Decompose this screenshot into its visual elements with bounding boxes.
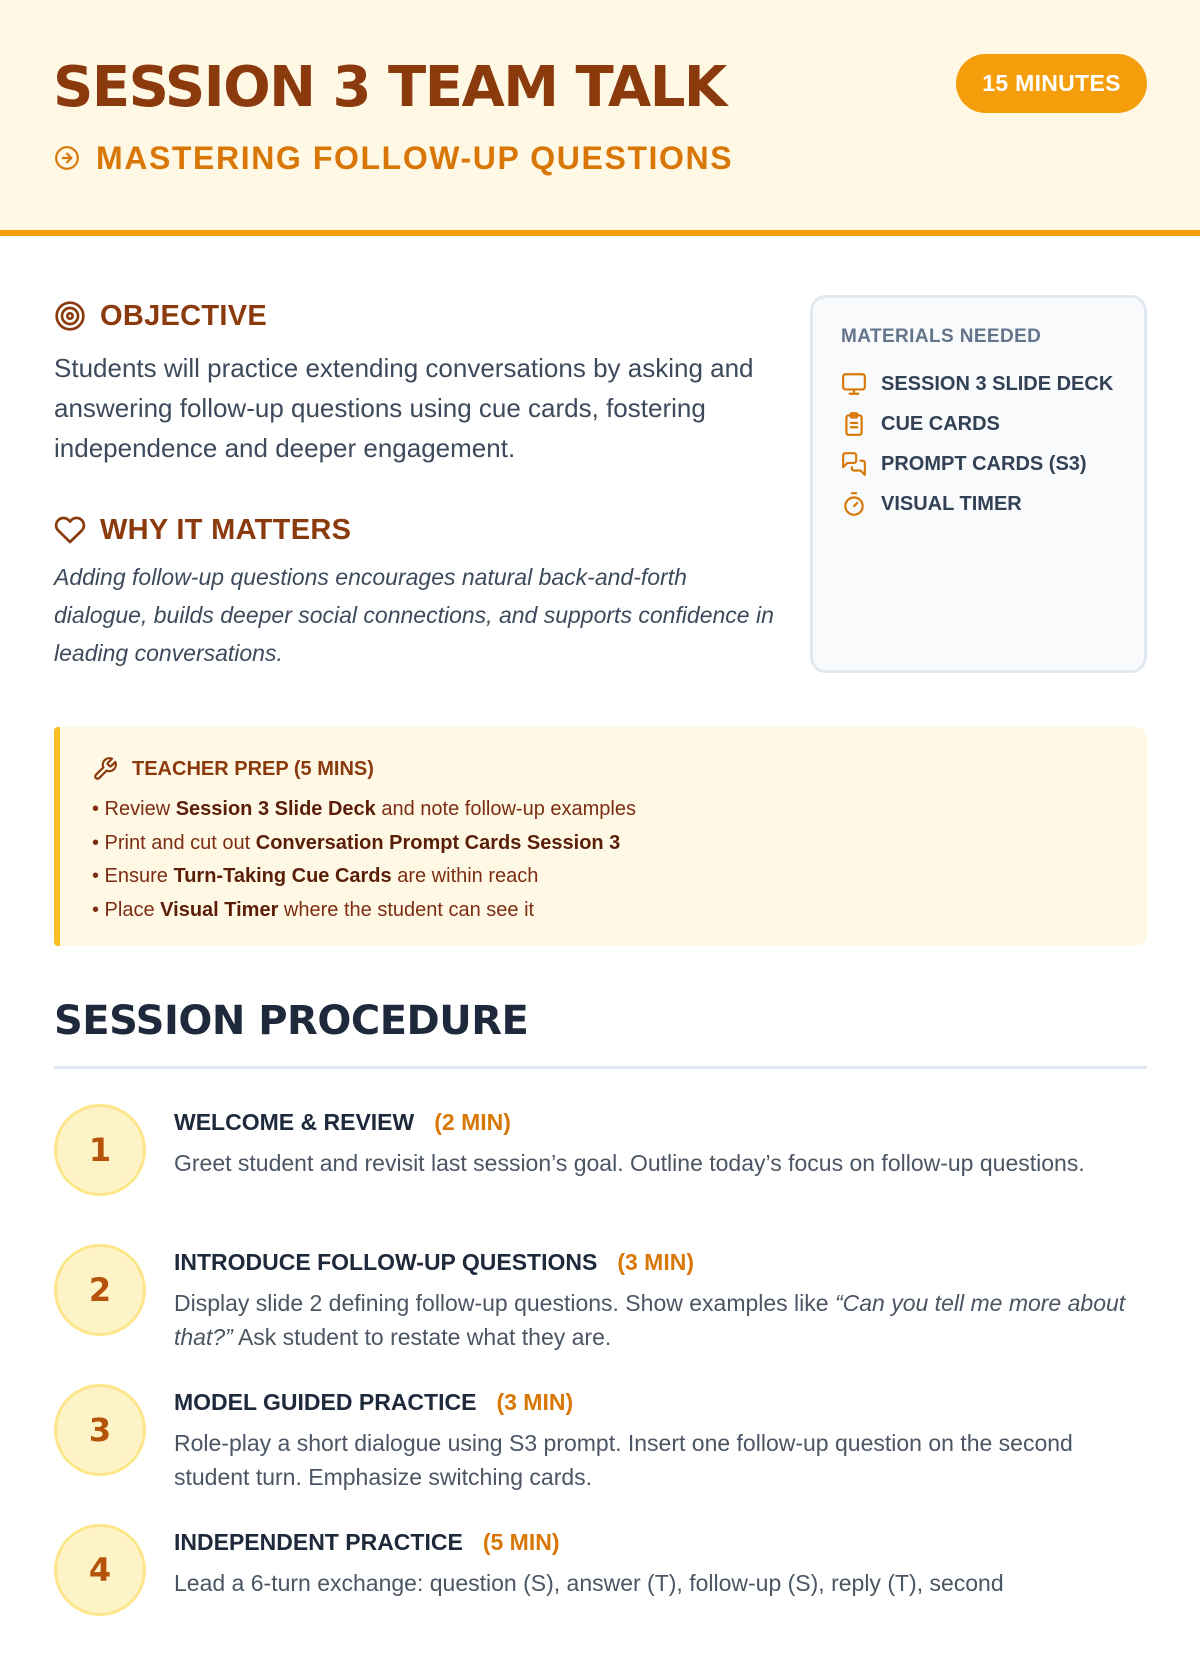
materials-item-label: VISUAL TIMER — [881, 492, 1022, 515]
step-number: 1 — [54, 1104, 146, 1196]
teacher-prep-box — [54, 727, 1147, 946]
heart-icon — [54, 514, 86, 546]
materials-item — [841, 444, 1113, 484]
step-title: WELCOME & REVIEW — [174, 1108, 415, 1135]
procedure-divider — [54, 1066, 1147, 1069]
step-duration: (3 MIN) — [496, 1388, 574, 1415]
procedure-step — [54, 1244, 1147, 1374]
materials-card — [810, 295, 1147, 673]
procedure-heading: SESSION PROCEDURE — [54, 998, 529, 1044]
target-icon — [54, 300, 86, 332]
prep-item: • Ensure Turn-Taking Cue Cards are within reach — [92, 865, 539, 887]
step-duration: (2 MIN) — [434, 1108, 511, 1135]
materials-item — [841, 404, 1113, 444]
step-description: Display slide 2 defining follow-up questions. Show examples like “Can you tell me more about that?” Ask student to restate what they are. — [174, 1290, 1126, 1350]
step-number: 2 — [54, 1244, 146, 1336]
step-heading-row — [174, 1104, 511, 1140]
step-heading-row — [174, 1524, 559, 1560]
subtitle-row — [54, 138, 733, 178]
objective-heading: OBJECTIVE — [100, 299, 268, 332]
monitor-icon — [841, 371, 867, 397]
materials-heading: MATERIALS NEEDED — [841, 326, 1042, 347]
step-duration: (3 MIN) — [617, 1248, 695, 1275]
prep-item-bold: Visual Timer — [160, 898, 279, 921]
materials-item-label: PROMPT CARDS (S3) — [881, 452, 1087, 475]
materials-item — [841, 484, 1113, 524]
materials-item-label: CUE CARDS — [881, 412, 1000, 435]
wrench-icon — [92, 756, 118, 782]
page-subtitle: MASTERING FOLLOW-UP QUESTIONS — [96, 139, 734, 176]
prep-item-bold: Session 3 Slide Deck — [175, 798, 376, 820]
why-text: Adding follow-up questions encourages natural back-and-forth dialogue, builds deeper social connections, and supports confidence in leading conversations. — [54, 564, 774, 666]
step-title: MODEL GUIDED PRACTICE — [174, 1388, 477, 1415]
step-description: Role-play a short dialogue using S3 prompt. Insert one follow-up question on the second student turn. Emphasize switching cards. — [174, 1430, 1073, 1490]
clipboard-icon — [841, 411, 867, 437]
objective-text: Students will practice extending conversations by asking and answering follow-up questions using cue cards, fostering independence and deeper engagement. — [54, 353, 754, 463]
prep-item-bold: Conversation Prompt Cards Session 3 — [255, 831, 621, 854]
why-heading-row — [54, 512, 351, 548]
procedure-step — [54, 1524, 1147, 1654]
prep-item: • Place Visual Timer where the student can see it — [92, 898, 535, 921]
duration-badge: 15 MINUTES — [956, 54, 1147, 113]
procedure-step — [54, 1384, 1147, 1514]
example-quote: “Can you tell me more about that?” — [174, 1290, 1126, 1350]
step-description: Greet student and revisit last session’s goal. Outline today’s focus on follow-up questions. — [174, 1150, 1085, 1176]
step-title: INDEPENDENT PRACTICE — [174, 1528, 463, 1555]
timer-icon — [841, 491, 867, 517]
materials-item — [841, 364, 1113, 404]
teacher-prep-list — [92, 793, 636, 927]
step-title: INTRODUCE FOLLOW-UP QUESTIONS — [174, 1248, 598, 1275]
procedure-step — [54, 1104, 1147, 1234]
step-description: Lead a 6-turn exchange: question (S), answer (T), follow-up (S), reply (T), second — [174, 1570, 1004, 1596]
teacher-prep-heading-row — [92, 751, 374, 787]
step-number: 3 — [54, 1384, 146, 1476]
step-number: 4 — [54, 1524, 146, 1616]
materials-item-label: SESSION 3 SLIDE DECK — [881, 372, 1114, 395]
step-heading-row — [174, 1384, 573, 1420]
arrow-right-circle-icon — [54, 145, 80, 171]
step-duration: (5 MIN) — [482, 1528, 560, 1555]
page-header — [0, 0, 1200, 236]
teacher-prep-heading: TEACHER PREP (5 MINS) — [132, 757, 374, 780]
prep-item: • Review Session 3 Slide Deck and note follow-up examples — [92, 798, 636, 820]
prep-item: • Print and cut out Conversation Prompt Cards Session 3 — [92, 831, 621, 854]
objective-heading-row — [54, 298, 267, 334]
step-heading-row — [174, 1244, 694, 1280]
materials-list — [841, 364, 1113, 524]
chat-bubbles-icon — [841, 451, 867, 477]
page-title: SESSION 3 TEAM TALK — [53, 55, 726, 120]
prep-item-bold: Turn-Taking Cue Cards — [173, 865, 392, 887]
why-heading: WHY IT MATTERS — [100, 513, 352, 546]
